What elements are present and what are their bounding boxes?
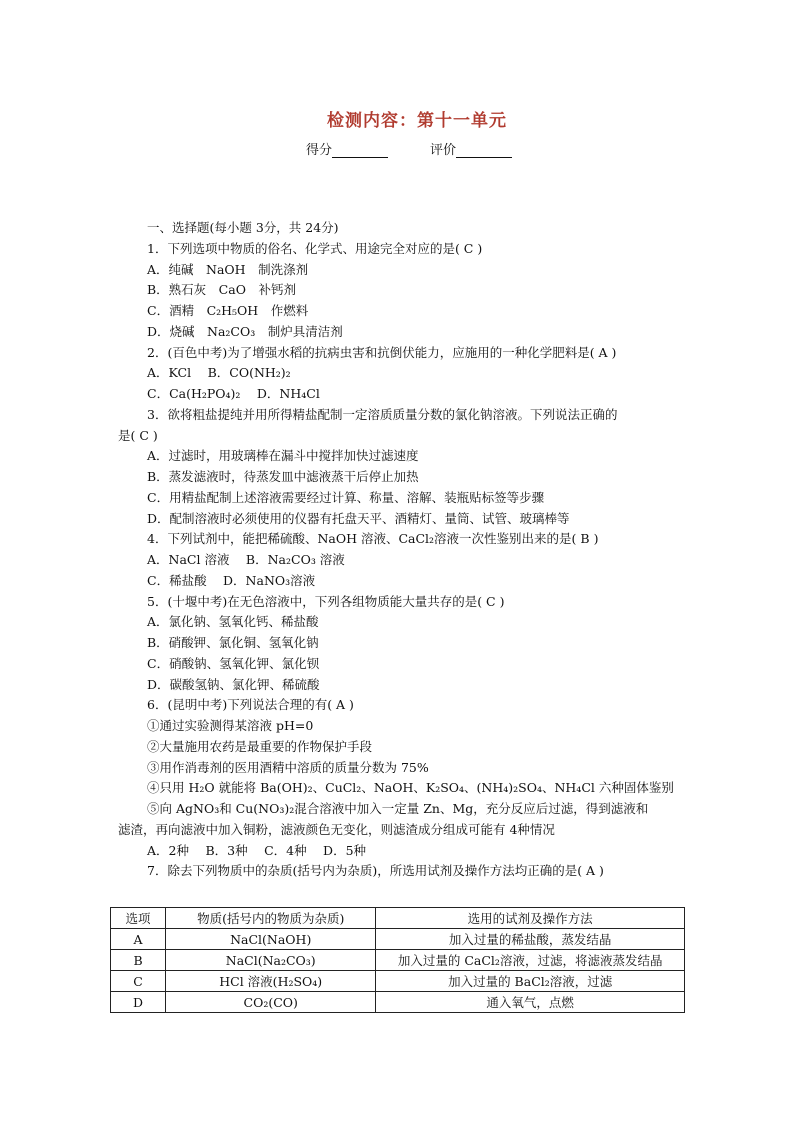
table-cell: B (111, 950, 166, 971)
text-line: 3．欲将粗盐提纯并用所得精盐配制一定溶质质量分数的氯化钠溶液。下列说法正确的 (147, 406, 618, 422)
text-line: C．硝酸钠、氢氧化钾、氯化钡 (147, 655, 320, 671)
score-label: 得分 (306, 143, 333, 158)
text-line: 4．下列试剂中，能把稀硫酸、NaOH 溶液、CaCl₂溶液一次性鉴别出来的是( B ) (147, 531, 599, 547)
page-title: 检测内容：第十一单元 (327, 111, 507, 131)
text-line: 5．(十堰中考)在无色溶液中，下列各组物质能大量共存的是( C ) (147, 593, 505, 609)
table-cell: 通入氧气，点燃 (376, 992, 685, 1013)
text-line: 是( C ) (118, 427, 158, 443)
text-line: A．KCl B．CO(NH₂)₂ (147, 365, 291, 381)
text-line: ③用作消毒剂的医用酒精中溶质的质量分数为 75% (147, 759, 429, 775)
table-cell: 加入过量的 CaCl₂溶液，过滤，将滤液蒸发结晶 (376, 950, 685, 971)
table-row (111, 950, 685, 971)
eval-blank (456, 145, 512, 158)
table-cell: 加入过量的 BaCl₂溶液，过滤 (376, 971, 685, 992)
table-cell: NaCl(NaOH) (166, 929, 376, 950)
table-row (111, 929, 685, 950)
text-line: D．配制溶液时必须使用的仪器有托盘天平、酒精灯、量筒、试管、玻璃棒等 (147, 510, 570, 526)
text-line: C．稀盐酸 D．NaNO₃溶液 (147, 572, 316, 588)
text-line: D．烧碱 Na₂CO₃ 制炉具清洁剂 (147, 323, 343, 339)
text-line: A．氯化钠、氢氧化钙、稀盐酸 (147, 614, 319, 630)
text-line: B．熟石灰 CaO 补钙剂 (147, 282, 296, 298)
text-line: A．2种 B．3种 C．4种 D．5种 (147, 842, 367, 858)
text-line: C．酒精 C₂H₅OH 作燃料 (147, 303, 309, 318)
table-header-cell: 选项 (111, 908, 166, 929)
text-line: C．Ca(H₂PO₄)₂ D．NH₄Cl (147, 386, 320, 401)
text-line: D．碳酸氢钠、氯化钾、稀硫酸 (147, 676, 320, 692)
text-line: 2．(百色中考)为了增强水稻的抗病虫害和抗倒伏能力，应施用的一种化学肥料是( A ) (147, 344, 617, 360)
text-line: 滤渣，再向滤液中加入铜粉，滤液颜色无变化，则滤渣成分组成可能有 4种情况 (118, 821, 555, 837)
text-line: 7．除去下列物质中的杂质(括号内为杂质)，所选用试剂及操作方法均正确的是( A ) (147, 863, 604, 879)
table-cell: D (111, 992, 166, 1013)
options-table (110, 907, 685, 1013)
text-line: A．纯碱 NaOH 制洗涤剂 (147, 261, 309, 277)
text-line: B．硝酸钾、氯化铜、氢氧化钠 (147, 635, 319, 650)
text-line: 6．(昆明中考)下列说法合理的有( A ) (147, 697, 354, 713)
text-line: ④只用 H₂O 就能将 Ba(OH)₂、CuCl₂、NaOH、K₂SO₄、(NH₄)₂SO₄、NH₄Cl 六种固体鉴别 (147, 780, 674, 796)
text-line: B．蒸发滤液时，待蒸发皿中滤液蒸干后停止加热 (147, 469, 419, 484)
table-cell: CO₂(CO) (166, 992, 376, 1013)
table-row (111, 992, 685, 1013)
table-header-cell: 选用的试剂及操作方法 (376, 908, 685, 929)
score-blank (332, 145, 388, 158)
table-header-row (111, 908, 685, 929)
table-cell: 加入过量的稀盐酸，蒸发结晶 (376, 929, 685, 950)
text-line: C．用精盐配制上述溶液需要经过计算、称量、溶解、装瓶贴标签等步骤 (147, 489, 545, 505)
table-cell: A (111, 929, 166, 950)
table-row (111, 971, 685, 992)
text-line: ②大量施用农药是最重要的作物保护手段 (147, 738, 373, 754)
text-line: 一、选择题(每小题 3分，共 24分) (147, 220, 339, 235)
text-line: ⑤向 AgNO₃和 Cu(NO₃)₂混合溶液中加入一定量 Zn、Mg，充分反应后过滤，得到滤液和 (147, 801, 649, 816)
table-cell: NaCl(Na₂CO₃) (166, 950, 376, 971)
text-line: 1．下列选项中物质的俗名、化学式、用途完全对应的是( C ) (147, 240, 483, 256)
text-line: A．过滤时，用玻璃棒在漏斗中搅拌加快过滤速度 (147, 448, 419, 464)
table-header-cell: 物质(括号内的物质为杂质) (166, 908, 376, 929)
text-line: A．NaCl 溶液 B．Na₂CO₃ 溶液 (147, 552, 345, 567)
eval-label: 评价 (430, 143, 457, 158)
table-cell: HCl 溶液(H₂SO₄) (166, 971, 376, 992)
table-cell: C (111, 971, 166, 992)
score-line (306, 139, 512, 158)
text-line: ①通过实验测得某溶液 pH=0 (147, 718, 314, 733)
